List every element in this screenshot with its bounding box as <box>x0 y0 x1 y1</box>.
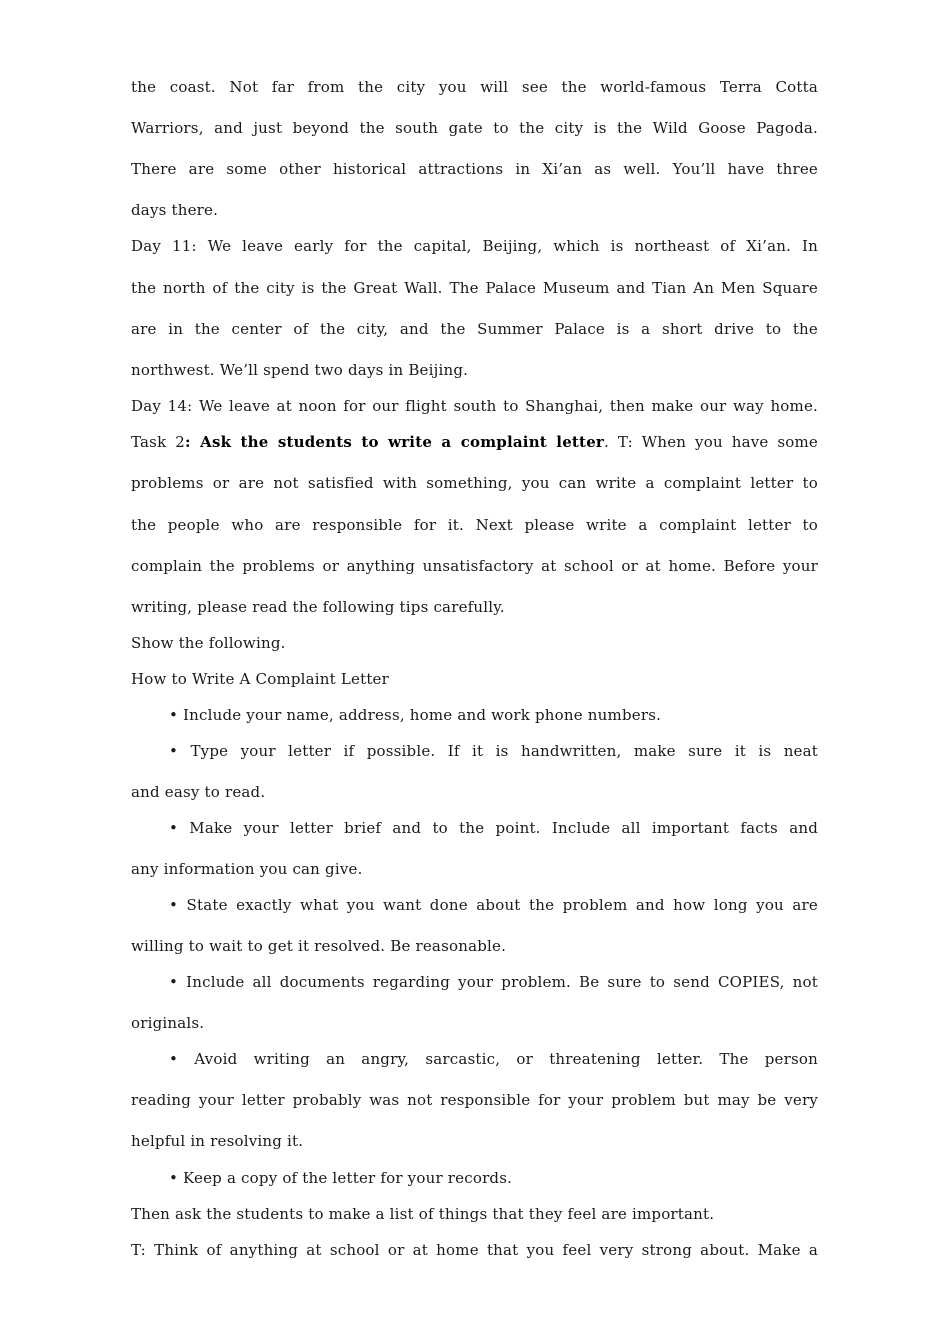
tips-title: How to Write A Complaint Letter <box>131 670 389 688</box>
paragraph-line: are in the center of the city, and the Summer Palace is a short drive to the <box>131 320 818 338</box>
task-instruction: : Ask the students to write a complaint letter <box>185 433 605 451</box>
paragraph-line: the people who are responsible for it. Next please write a complaint letter to <box>131 516 818 534</box>
paragraph-line: Day 14: We leave at noon for our flight south to Shanghai, then make our way home. <box>131 397 818 415</box>
task-2-heading-line <box>131 432 818 452</box>
tip-item: • Keep a copy of the letter for your records. <box>169 1169 513 1187</box>
paragraph-line: There are some other historical attractions in Xi’an as well. You’ll have three <box>131 160 818 178</box>
tip-item-continuation: willing to wait to get it resolved. Be reasonable. <box>131 937 507 955</box>
paragraph-line: T: Think of anything at school or at home that you feel very strong about. Make a <box>131 1241 818 1259</box>
tip-item: • Include all documents regarding your problem. Be sure to send COPIES, not <box>169 973 818 991</box>
paragraph-line: problems or are not satisfied with something, you can write a complaint letter to <box>131 474 818 492</box>
tip-item: • State exactly what you want done about the problem and how long you are <box>169 896 818 914</box>
tip-item-continuation: and easy to read. <box>131 783 266 801</box>
tip-item-continuation: originals. <box>131 1014 205 1032</box>
tip-item: • Avoid writing an angry, sarcastic, or threatening letter. The person <box>169 1050 818 1068</box>
task-label: Task 2 <box>131 433 186 451</box>
task-description: . T: When you have some <box>604 433 818 451</box>
paragraph-line: the coast. Not far from the city you will see the world-famous Terra Cotta <box>131 78 818 96</box>
paragraph-line: days there. <box>131 201 219 219</box>
tip-item: • Include your name, address, home and work phone numbers. <box>169 706 662 724</box>
tip-item-continuation: reading your letter probably was not responsible for your problem but may be very <box>131 1091 818 1109</box>
paragraph-line: Day 11: We leave early for the capital, Beijing, which is northeast of Xi’an. In <box>131 237 818 255</box>
show-following-text: Show the following. <box>131 634 286 652</box>
paragraph-line: the north of the city is the Great Wall. The Palace Museum and Tian An Men Square <box>131 279 818 297</box>
tip-item: • Type your letter if possible. If it is handwritten, make sure it is neat <box>169 742 818 760</box>
tip-item: • Make your letter brief and to the point. Include all important facts and <box>169 819 818 837</box>
paragraph-line: Then ask the students to make a list of things that they feel are important. <box>131 1205 715 1223</box>
tip-item-continuation: helpful in resolving it. <box>131 1132 304 1150</box>
paragraph-line: northwest. We’ll spend two days in Beijing. <box>131 361 469 379</box>
paragraph-line: complain the problems or anything unsatisfactory at school or at home. Before your <box>131 557 818 575</box>
tip-item-continuation: any information you can give. <box>131 860 363 878</box>
paragraph-line: writing, please read the following tips carefully. <box>131 598 505 616</box>
paragraph-line: Warriors, and just beyond the south gate to the city is the Wild Goose Pagoda. <box>131 119 818 137</box>
